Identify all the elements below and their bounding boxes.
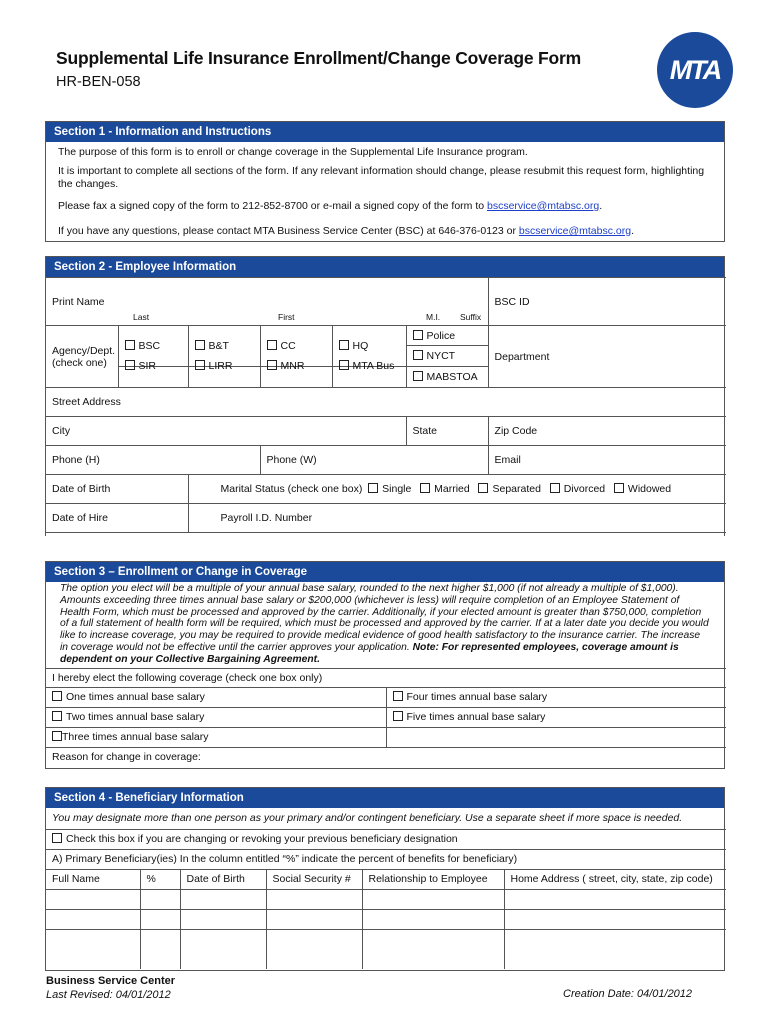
email-label: Email [494, 454, 521, 466]
checkbox-icon[interactable] [413, 371, 423, 381]
section-4 [45, 787, 725, 971]
checkbox-icon[interactable] [125, 340, 135, 350]
zip-label: Zip Code [494, 425, 538, 437]
fax-text: Please fax a signed copy of the form to 212-852-8700 or e-mail a signed copy of the form to [58, 200, 487, 212]
agency-bsc-label: BSC [138, 340, 161, 352]
cell-input[interactable] [140, 909, 180, 929]
employee-info-table [46, 277, 726, 533]
checkbox-icon[interactable] [267, 340, 277, 350]
date-of-hire-field[interactable] [46, 504, 188, 533]
cell-input[interactable] [180, 909, 266, 929]
checkbox-icon[interactable] [368, 483, 378, 493]
elect-label: I hereby elect the following coverage (check one box only) [46, 668, 726, 687]
cell-input[interactable] [180, 929, 266, 969]
section-3-paragraph [46, 582, 724, 667]
agency-lirr-label: LIRR [208, 360, 233, 372]
email-field[interactable] [488, 446, 726, 475]
section-3-heading: Section 3 – Enrollment or Change in Coverage [46, 562, 724, 582]
checkbox-icon[interactable] [614, 483, 624, 493]
cell-input[interactable] [504, 909, 726, 929]
option-five-label: Five times annual base salary [406, 711, 546, 724]
section-1 [45, 121, 725, 242]
checkbox-icon[interactable] [420, 483, 430, 493]
agency-sir[interactable] [118, 356, 188, 377]
marital-separated: Separated [492, 483, 541, 495]
section-2 [45, 256, 725, 536]
checkbox-icon[interactable] [550, 483, 560, 493]
section-4-heading: Section 4 - Beneficiary Information [46, 788, 724, 808]
cell-input[interactable] [504, 929, 726, 969]
zip-field[interactable] [488, 417, 726, 446]
option-one-times[interactable] [46, 687, 386, 707]
state-field[interactable] [406, 417, 488, 446]
agency-police-label: Police [426, 329, 456, 342]
agency-nyct-label: NYCT [426, 350, 456, 362]
form-title: Supplemental Life Insurance Enrollment/Change Coverage Form [56, 48, 581, 68]
marital-status-field [188, 475, 726, 504]
checkbox-icon[interactable] [393, 691, 403, 701]
section-1-purpose: The purpose of this form is to enroll or change coverage in the Supplemental Life Insurance program. [58, 146, 528, 158]
agency-mta-bus-label: MTA Bus [352, 360, 395, 372]
footer-revised: Last Revised: 04/01/2012 [46, 989, 171, 1001]
cell-input[interactable] [504, 889, 726, 909]
table-row [46, 909, 726, 929]
coverage-table [46, 668, 726, 768]
cell-input[interactable] [362, 929, 504, 969]
beneficiary-note: You may designate more than one person as your primary and/or contingent beneficiary. Use a separate sheet if more space is needed. [46, 808, 726, 829]
payroll-id-label: Payroll I.D. Number [220, 512, 313, 524]
cell-input[interactable] [362, 889, 504, 909]
phone-w-field[interactable] [260, 446, 488, 475]
col-dob: Date of Birth [180, 869, 266, 889]
checkbox-icon[interactable] [195, 360, 205, 370]
col-percent: % [140, 869, 180, 889]
department-label: Department [494, 350, 550, 363]
phone-w-label: Phone (W) [266, 454, 317, 466]
checkbox-icon[interactable] [393, 711, 403, 721]
option-four-times[interactable] [386, 687, 726, 707]
agency-bt-label: B&T [208, 340, 229, 352]
option-three-label: Three times annual base salary [62, 731, 209, 744]
checkbox-icon[interactable] [413, 330, 423, 340]
checkbox-icon[interactable] [52, 711, 62, 721]
fax-suffix: . [599, 200, 603, 212]
print-name-label: Print Name [52, 296, 105, 308]
coverage-explanation: The option you elect will be a multiple of your annual base salary, rounded to the next higher $1,000 (if not already a multiple of $1,000). Amounts exceeding three times annual base salary or $200,000 (whichever is less) will require completion of an Employee Statement of Health Form, which must be processed and approved by the carrier. Additionally, if your elected amount is greater than $750,000, completion of a full statement of health form will be required, which must be processed and approved by the carrier. If at a later date you decide you would like to increase coverage, you may be required to provide medical evidence of good health satisfactory to the insurance carrier. The increase in coverage would not be effective until the carrier approves your application. [60, 583, 709, 653]
agency-mabstoa[interactable] [406, 367, 488, 388]
dob-label: Date of Birth [52, 483, 111, 495]
checkbox-icon[interactable] [52, 731, 62, 741]
footer-created: Creation Date: 04/01/2012 [563, 988, 693, 1000]
option-four-label: Four times annual base salary [406, 691, 548, 704]
col-full-name: Full Name [46, 869, 140, 889]
last-label: Last [133, 312, 150, 322]
section-1-fax [46, 198, 724, 215]
coverage-note: Note: For represented employees, coverage amount is dependent on your Collective Bargaining Agreement. [60, 641, 679, 665]
beneficiary-table [46, 808, 726, 969]
dob-field[interactable] [46, 475, 188, 504]
questions-suffix: . [631, 225, 635, 237]
cell-input[interactable] [266, 909, 362, 929]
agency-police[interactable] [406, 326, 488, 346]
checkbox-icon[interactable] [52, 691, 62, 701]
mta-logo [657, 32, 733, 108]
agency-sir-label: SIR [138, 360, 157, 372]
city-label: City [52, 425, 71, 437]
agency-lirr[interactable] [188, 356, 260, 377]
suffix-label: Suffix [460, 312, 482, 322]
agency-mabstoa-label: MABSTOA [426, 371, 478, 383]
section-1-questions [46, 223, 724, 240]
checkbox-icon[interactable] [125, 360, 135, 370]
date-of-hire-label: Date of Hire [52, 512, 109, 524]
cell-input[interactable] [140, 889, 180, 909]
option-one-label: One times annual base salary [66, 691, 205, 704]
logo-text: MTA [669, 54, 721, 85]
cell-input[interactable] [266, 889, 362, 909]
bsc-id-label: BSC ID [494, 296, 530, 308]
checkbox-icon[interactable] [52, 833, 62, 843]
questions-text: If you have any questions, please contact MTA Business Service Center (BSC) at 646-376-0123 or [58, 225, 519, 237]
checkbox-icon[interactable] [413, 350, 423, 360]
checkbox-icon[interactable] [195, 340, 205, 350]
marital-label: Marital Status (check one box) [220, 483, 363, 495]
phone-h-label: Phone (H) [52, 454, 100, 466]
department-field[interactable] [488, 326, 726, 388]
col-home-address: Home Address ( street, city, state, zip code) [504, 869, 726, 889]
payroll-id-field[interactable] [188, 504, 726, 533]
option-two-times[interactable] [46, 707, 386, 727]
street-address-label: Street Address [52, 396, 121, 408]
marital-widowed: Widowed [627, 483, 672, 495]
agency-mnr-label: MNR [280, 360, 305, 372]
section-2-heading: Section 2 - Employee Information [46, 257, 724, 277]
agency-mnr[interactable] [260, 356, 332, 377]
email-link-1[interactable]: bscservice@mtabsc.org [487, 200, 600, 212]
footer-left [46, 974, 175, 1002]
table-row [46, 929, 726, 969]
cell-input[interactable] [362, 909, 504, 929]
marital-divorced: Divorced [563, 483, 606, 495]
marital-single: Single [382, 483, 412, 495]
cell-input[interactable] [140, 929, 180, 969]
first-label: First [278, 312, 295, 322]
checkbox-icon[interactable] [339, 360, 349, 370]
cell-input[interactable] [180, 889, 266, 909]
city-field[interactable] [46, 417, 406, 446]
agency-hq-label: HQ [352, 340, 369, 352]
option-three-times[interactable] [46, 727, 386, 747]
marital-married: Married [434, 483, 470, 495]
section-1-heading: Section 1 - Information and Instructions [46, 122, 724, 142]
table-row [46, 889, 726, 909]
reason-label: Reason for change in coverage: [52, 751, 201, 764]
agency-cc-label: CC [280, 340, 296, 352]
primary-beneficiary-label: A) Primary Beneficiary(ies) In the column entitled “%” indicate the percent of benefits for beneficiary) [46, 849, 726, 869]
col-ssn: Social Security # [266, 869, 362, 889]
cell-input[interactable] [46, 929, 140, 969]
option-five-times[interactable] [386, 707, 726, 727]
checkbox-icon[interactable] [478, 483, 488, 493]
footer-org: Business Service Center [46, 975, 176, 987]
state-label: State [412, 425, 438, 437]
cell-input[interactable] [46, 909, 140, 929]
reason-field[interactable] [46, 747, 726, 767]
phone-h-field[interactable] [46, 446, 260, 475]
agency-nyct[interactable] [406, 346, 488, 367]
print-name-field[interactable] [46, 278, 488, 326]
email-link-2[interactable]: bscservice@mtabsc.org [518, 225, 632, 237]
cell-input[interactable] [46, 889, 140, 909]
col-relationship: Relationship to Employee [362, 869, 504, 889]
option-two-label: Two times annual base salary [66, 711, 205, 724]
bsc-id-field[interactable] [488, 278, 726, 326]
checkbox-icon[interactable] [339, 340, 349, 350]
mi-label: M.I. [426, 312, 441, 322]
change-beneficiary-checkbox[interactable] [46, 829, 726, 849]
form-number: HR-BEN-058 [56, 74, 141, 90]
checkbox-icon[interactable] [267, 360, 277, 370]
agency-label: Agency/Dept. (check one) [46, 326, 118, 388]
empty-cell [386, 727, 726, 747]
agency-mta-bus[interactable] [332, 356, 406, 377]
cell-input[interactable] [266, 929, 362, 969]
change-beneficiary-label: Check this box if you are changing or revoking your previous beneficiary designation [66, 833, 458, 845]
section-1-important: It is important to complete all sections of the form. If any relevant information should change, please resubmit this request form, highlighting the changes. [58, 165, 705, 190]
section-3 [45, 561, 725, 769]
street-address-field[interactable] [46, 388, 726, 417]
